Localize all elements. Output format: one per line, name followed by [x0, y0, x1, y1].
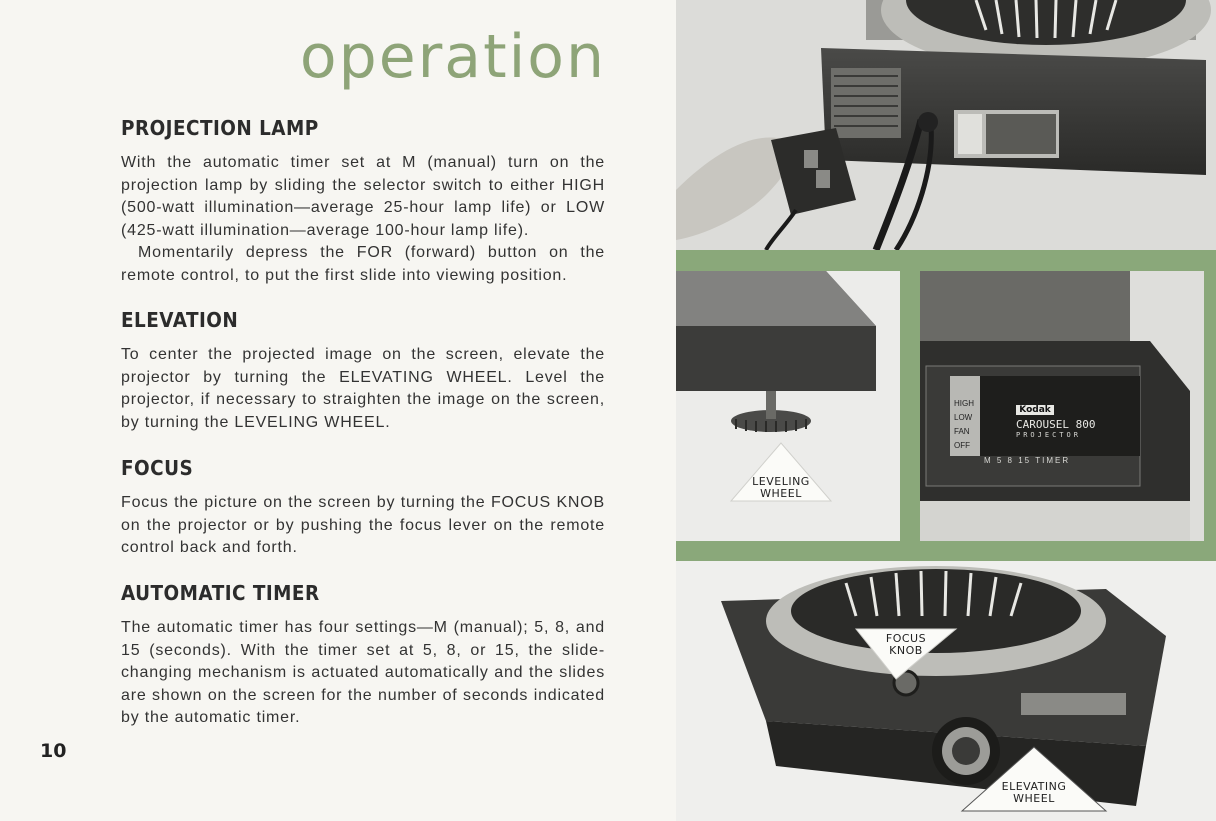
green-band-bottom	[676, 541, 1216, 561]
panel-brand-badge: Kodak	[1019, 405, 1051, 415]
section-automatic-timer	[121, 581, 605, 730]
page-number: 10	[40, 740, 67, 762]
section-heading: FOCUS	[121, 456, 194, 480]
leveling-wheel-callout	[731, 476, 831, 508]
projector-photo	[676, 561, 1216, 821]
green-band-middle	[900, 271, 920, 541]
focus-knob-callout	[856, 633, 956, 659]
panel-switch-high: HIGH	[954, 399, 974, 408]
section-paragraph: Focus the picture on the screen by turning the FOCUS KNOB on the projector or by pushing the focus lever on the remote control back and forth.	[121, 494, 605, 556]
section-paragraph: To center the projected image on the screen, elevate the projector by turning the ELEVATING WHEEL. Level the projector, if necessary to straighten the image on the screen, by turning the LEVELING WHEEL.	[121, 346, 605, 431]
section-projection-lamp	[121, 116, 605, 287]
green-band-right	[1204, 271, 1216, 541]
panel-timer-scale: M 5 8 15 TIMER	[984, 456, 1071, 465]
section-heading: PROJECTION LAMP	[121, 116, 319, 140]
callout-label-line: WHEEL	[1013, 792, 1055, 805]
remote-control-illustration	[676, 0, 1216, 250]
remote-control-photo	[676, 0, 1216, 250]
callout-label-line: ELEVATING	[1001, 780, 1067, 793]
section-elevation	[121, 308, 605, 434]
section-paragraph: Momentarily depress the FOR (forward) button on the remote control, to put the first slide into viewing position.	[121, 244, 605, 284]
callout-label-line: WHEEL	[760, 487, 802, 500]
panel-sub: PROJECTOR	[1016, 431, 1081, 439]
panel-switch-off: OFF	[954, 441, 970, 450]
green-band-top	[676, 250, 1216, 271]
leveling-wheel-photo	[676, 271, 900, 541]
panel-model: CAROUSEL 800	[1016, 418, 1096, 431]
page-title: operation	[299, 22, 606, 92]
panel-switch-fan: FAN	[954, 427, 970, 436]
section-paragraph: The automatic timer has four settings—M (manual); 5, 8, and 15 (seconds). With the timer set at 5, 8, or 15, the slide-changing mechanism is actuated automatically and the slides are shown on the screen for the number of seconds indicated by the automatic timer.	[121, 619, 605, 726]
elevating-wheel-callout	[984, 781, 1084, 807]
section-heading: ELEVATION	[121, 308, 239, 332]
section-focus	[121, 456, 605, 560]
control-panel-photo	[920, 271, 1204, 541]
callout-label-line: FOCUS	[885, 632, 927, 645]
section-heading: AUTOMATIC TIMER	[121, 581, 320, 605]
section-paragraph: With the automatic timer set at M (manual) turn on the projection lamp by sliding the selector switch to either HIGH (500-watt illumination—average 25-hour lamp life) or LOW (425-watt illumination—average 100-hour lamp life).	[121, 154, 605, 239]
callout-label-line: LEVELING	[752, 475, 810, 488]
callout-label-line: KNOB	[889, 644, 923, 657]
panel-switch-low: LOW	[954, 413, 973, 422]
photo-panel	[676, 0, 1216, 821]
projector-illustration	[676, 561, 1216, 821]
